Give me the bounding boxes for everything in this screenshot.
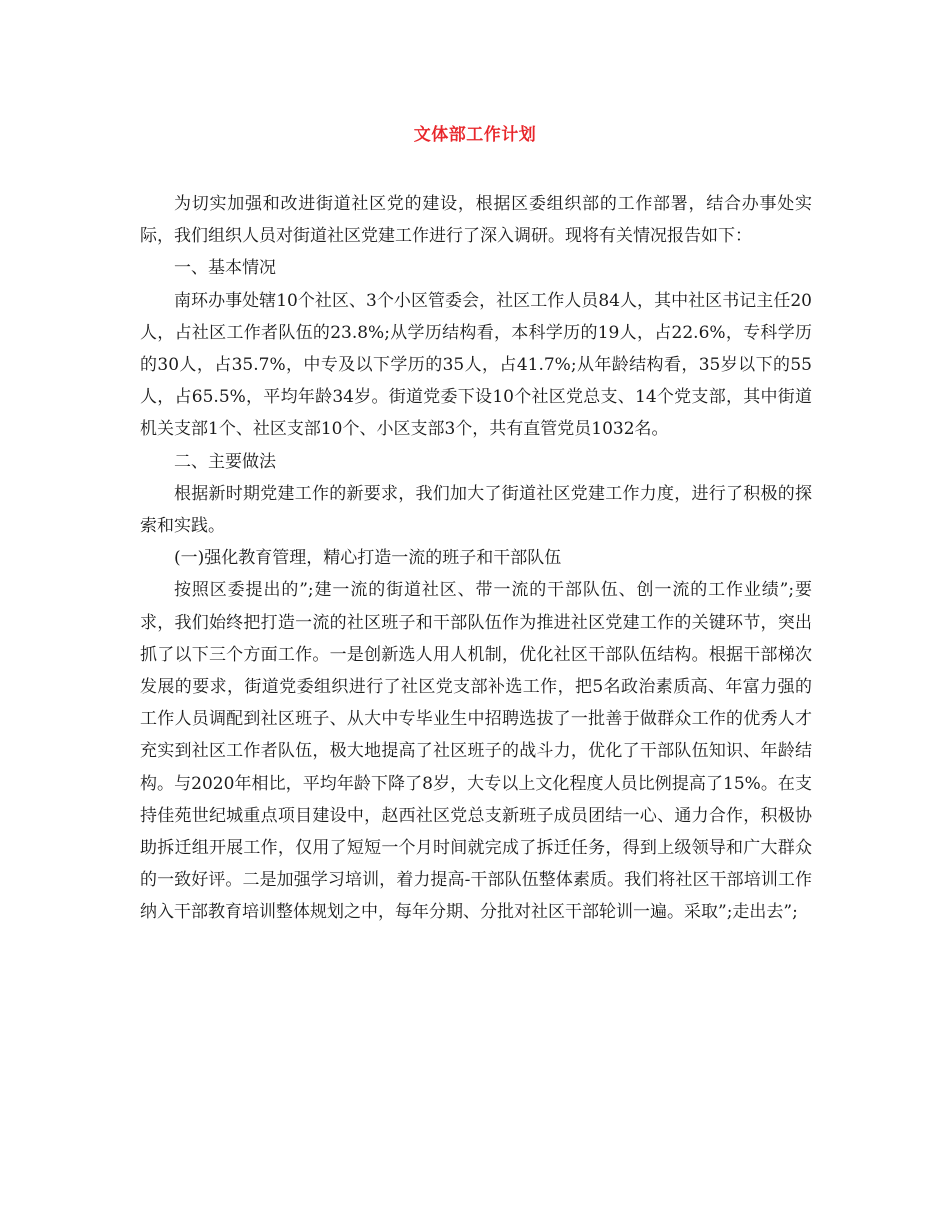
paragraph-education-management: 按照区委提出的”;建一流的街道社区、带一流的干部队伍、创一流的工作业绩”;要求，我们始终把打造一流的社区班子和干部队伍作为推进社区党建工作的关键环节，突出抓了以下三个方面工作。一是创新选人用人机制，优化社区干部队伍结构。根据干部梯次发展的要求，街道党委组织进行了社区党支部补选工作，把5名政治素质高、年富力强的工作人员调配到社区班子、从大中专毕业生中招聘选拔了一批善于做群众工作的优秀人才充实到社区工作者队伍，极大地提高了社区班子的战斗力，优化了干部队伍知识、年龄结构。与2020年相比，平均年龄下降了8岁，大专以上文化程度人员比例提高了15%。在支持佳苑世纪城重点项目建设中，赵西社区党总支新班子成员团结一心、通力合作，积极协助拆迁组开展工作，仅用了短短一个月时间就完成了拆迁任务，得到上级领导和广大群众的一致好评。二是加强学习培训，着力提高-干部队伍整体素质。我们将社区干部培训工作纳入干部教育培训整体规划之中，每年分期、分批对社区干部轮训一遍。采取”;走出去”; xyxy=(140,580,812,923)
paragraph-intro: 为切实加强和改进街道社区党的建设，根据区委组织部的工作部署，结合办事处实际，我们组织人员对街道社区党建工作进行了深入调研。现将有关情况报告如下： xyxy=(140,194,812,247)
heading-basic-situation: 一、基本情况 xyxy=(174,258,276,279)
paragraph-main-practices: 根据新时期党建工作的新要求，我们加大了街道社区党建工作力度，进行了积极的探索和实践。 xyxy=(140,483,812,537)
heading-main-practices: 二、主要做法 xyxy=(174,451,276,472)
document-title: 文体部工作计划 xyxy=(413,125,537,145)
document-body xyxy=(140,188,812,929)
subheading-education-management: (一)强化教育管理，精心打造一流的班子和干部队伍 xyxy=(174,548,562,569)
paragraph-basic-situation: 南环办事处辖10个社区、3个小区管委会，社区工作人员84人，其中社区书记主任20人，占社区工作者队伍的23.8%;从学历结构看，本科学历的19人，占22.6%，专科学历的30人，占35.7%，中专及以下学历的35人，占41.7%;从年龄结构看，35岁以下的55人，占65.5%，平均年龄34岁。街道党委下设10个社区党总支、14个党支部，其中街道机关支部1个、社区支部10个、小区支部3个，共有直管党员1032名。 xyxy=(140,290,812,440)
